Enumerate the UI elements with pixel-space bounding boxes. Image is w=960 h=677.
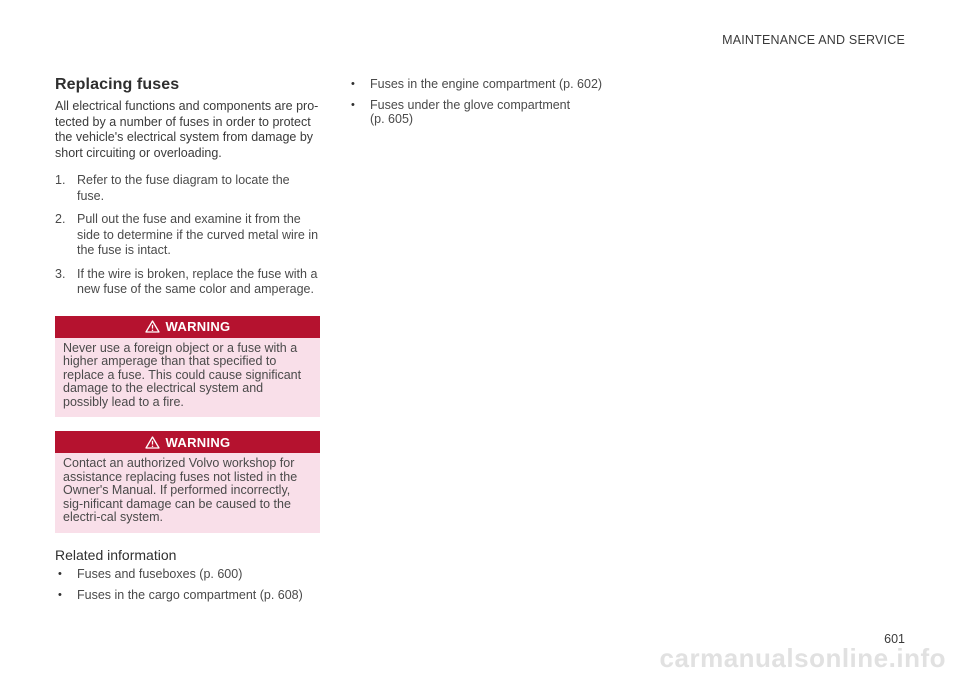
page-number: 601 bbox=[884, 632, 905, 646]
section-header: MAINTENANCE AND SERVICE bbox=[722, 33, 905, 47]
step-number: 3. bbox=[55, 266, 66, 281]
related-link-item[interactable] bbox=[348, 77, 613, 91]
step-text: Pull out the fuse and examine it from the side to determine if the curved metal wire in the fuse is intact. bbox=[77, 212, 319, 257]
right-column bbox=[348, 77, 613, 133]
step-item bbox=[55, 267, 320, 298]
warning-box bbox=[55, 431, 320, 533]
related-link-item[interactable] bbox=[348, 98, 580, 126]
intro-paragraph: All electrical functions and components are pro-tected by a number of fuses in order to protect the vehicle's electrical system from damage by short circuiting or overloading. bbox=[55, 99, 319, 160]
warning-text: Contact an authorized Volvo workshop for assistance replacing fuses not listed in the Owner's Manual. If performed incorrectly, sig-nificant damage can be caused to the electri-cal system. bbox=[63, 456, 298, 524]
warning-header bbox=[55, 431, 320, 453]
warning-label: WARNING bbox=[165, 319, 231, 334]
bullet-icon: • bbox=[58, 588, 62, 601]
warning-text: Never use a foreign object or a fuse with a higher amperage than that specified to replace a fuse. This could cause significant damage to the electrical system and possibly lead to a fire. bbox=[63, 340, 302, 409]
related-link-text[interactable]: Fuses under the glove compartment (p. 605) bbox=[370, 98, 571, 126]
warning-header bbox=[55, 316, 320, 338]
related-link-text[interactable]: Fuses in the cargo compartment (p. 608) bbox=[77, 587, 303, 602]
bullet-icon: • bbox=[351, 78, 355, 90]
related-list-right bbox=[348, 77, 613, 126]
related-information-heading: Related information bbox=[55, 546, 177, 563]
steps-list bbox=[55, 173, 320, 298]
step-item bbox=[55, 173, 320, 204]
step-text: If the wire is broken, replace the fuse with a new fuse of the same color and amperage. bbox=[77, 266, 318, 296]
page-title: Replacing fuses bbox=[55, 76, 180, 93]
warning-label: WARNING bbox=[165, 434, 231, 450]
related-link-text[interactable]: Fuses in the engine compartment (p. 602) bbox=[370, 77, 603, 91]
left-column bbox=[55, 76, 320, 609]
step-number: 2. bbox=[55, 212, 66, 226]
step-number: 1. bbox=[55, 173, 66, 187]
related-link-text[interactable]: Fuses and fuseboxes (p. 600) bbox=[77, 566, 243, 581]
warning-box bbox=[55, 316, 320, 418]
warning-triangle-icon bbox=[145, 436, 160, 449]
warning-triangle-icon bbox=[145, 320, 160, 333]
related-link-item[interactable] bbox=[55, 567, 320, 581]
related-list-left bbox=[55, 567, 320, 602]
bullet-icon: • bbox=[58, 567, 62, 580]
bullet-icon: • bbox=[351, 99, 355, 111]
step-text: Refer to the fuse diagram to locate the fuse. bbox=[77, 173, 290, 203]
watermark: carmanualsonline.info bbox=[659, 643, 946, 673]
related-link-item[interactable] bbox=[55, 588, 320, 602]
step-item bbox=[55, 212, 320, 259]
